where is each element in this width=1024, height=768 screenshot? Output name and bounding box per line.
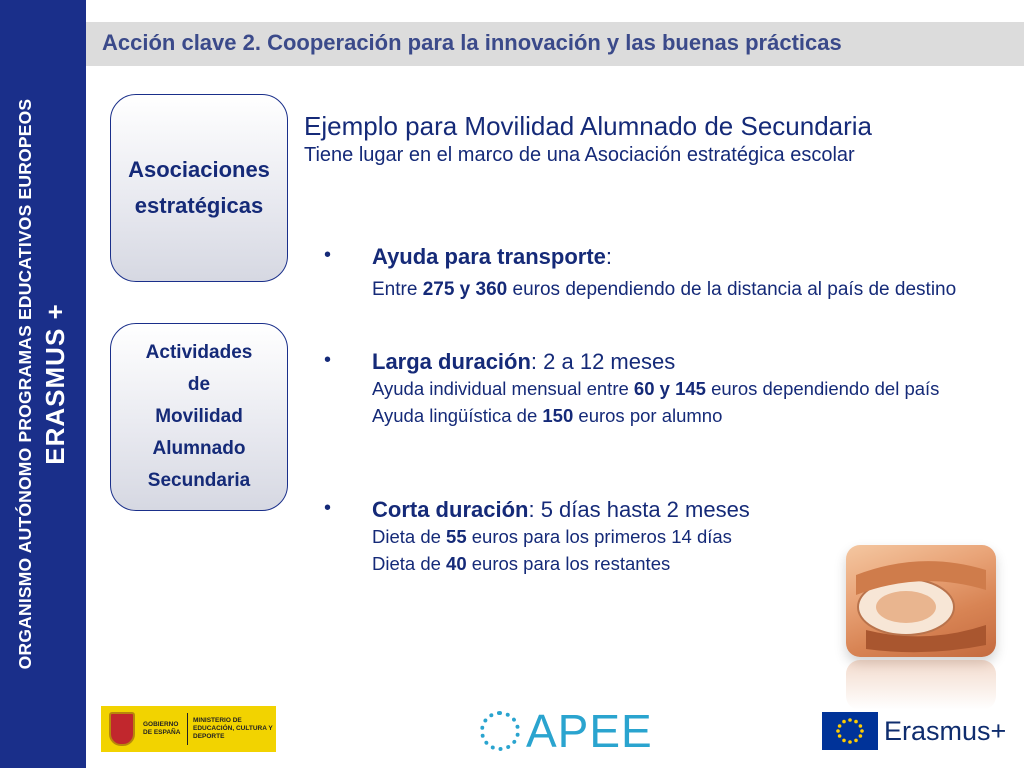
actividades-line: Movilidad bbox=[155, 406, 243, 427]
larga-line-1: Ayuda individual mensual entre 60 y 145 euros dependiendo del país bbox=[372, 378, 940, 399]
example-heading bbox=[304, 111, 872, 167]
asociaciones-line: Asociaciones bbox=[128, 157, 270, 182]
erasmus-plus-logo bbox=[822, 712, 1006, 750]
actividades-line: de bbox=[187, 374, 211, 395]
actividades-line: Actividades bbox=[145, 342, 253, 363]
larga-title-suffix: : 2 a 12 meses bbox=[530, 349, 676, 374]
asociaciones-line: estratégicas bbox=[134, 193, 264, 218]
gov-logo-text-1: GOBIERNO DE ESPAÑA bbox=[143, 721, 181, 736]
example-subtitle: Tiene lugar en el marco de una Asociación estratégica escolar bbox=[304, 144, 855, 166]
transporte-item bbox=[324, 244, 1002, 303]
bullet-icon: • bbox=[324, 244, 332, 266]
larga-title-bold: Larga duración bbox=[372, 349, 531, 374]
gov-logo-divider bbox=[187, 713, 188, 745]
title-bar bbox=[86, 22, 1024, 66]
corta-line-1: Dieta de 55 euros para los primeros 14 días bbox=[372, 526, 732, 547]
corta-title-suffix: : 5 días hasta 2 meses bbox=[528, 497, 750, 522]
banknotes-reflection bbox=[846, 660, 996, 710]
bullet-icon: • bbox=[324, 349, 332, 371]
apee-logo bbox=[480, 704, 653, 758]
gobierno-espana-logo bbox=[101, 706, 276, 752]
corta-item bbox=[324, 497, 750, 577]
larga-item bbox=[324, 349, 1002, 429]
actividades-line: Secundaria bbox=[147, 470, 251, 491]
larga-line-2: Ayuda lingüística de 150 euros por alumno bbox=[372, 405, 723, 426]
actividades-line: Alumnado bbox=[152, 438, 246, 459]
larga-title bbox=[372, 349, 1002, 375]
sidebar-erasmus-text: ERASMUS + bbox=[40, 303, 70, 465]
euro-banknotes-image bbox=[846, 545, 996, 657]
sidebar bbox=[0, 0, 86, 768]
transporte-title-suffix: : bbox=[605, 244, 613, 269]
corta-line-2: Dieta de 40 euros para los restantes bbox=[372, 553, 671, 574]
transporte-line: Entre 275 y 360 euros dependiendo de la distancia al país de destino bbox=[372, 279, 957, 300]
transporte-title bbox=[372, 244, 1002, 270]
spain-coat-of-arms-icon bbox=[109, 712, 135, 746]
apee-logo-text: APEE bbox=[526, 705, 653, 757]
page-title: Acción clave 2. Cooperación para la innovación y las buenas prácticas bbox=[102, 30, 842, 55]
sidebar-org-text: ORGANISMO AUTÓNOMO PROGRAMAS EDUCATIVOS EUROPEOS bbox=[15, 98, 35, 670]
apee-ring-icon bbox=[480, 711, 520, 751]
gov-logo-text-2: MINISTERIO DE EDUCACIÓN, CULTURA Y DEPORTE bbox=[193, 717, 273, 740]
transporte-title-bold: Ayuda para transporte bbox=[372, 244, 606, 269]
bullet-icon: • bbox=[324, 497, 332, 519]
asociaciones-box bbox=[110, 94, 288, 282]
banknotes-icon bbox=[846, 545, 996, 657]
actividades-box bbox=[110, 323, 288, 511]
erasmus-logo-text: Erasmus+ bbox=[884, 715, 1007, 746]
sidebar-text bbox=[3, 0, 83, 768]
example-title: Ejemplo para Movilidad Alumnado de Secundaria bbox=[304, 111, 873, 141]
corta-title bbox=[372, 497, 750, 523]
eu-flag-icon bbox=[822, 712, 878, 750]
corta-title-bold: Corta duración bbox=[372, 497, 529, 522]
